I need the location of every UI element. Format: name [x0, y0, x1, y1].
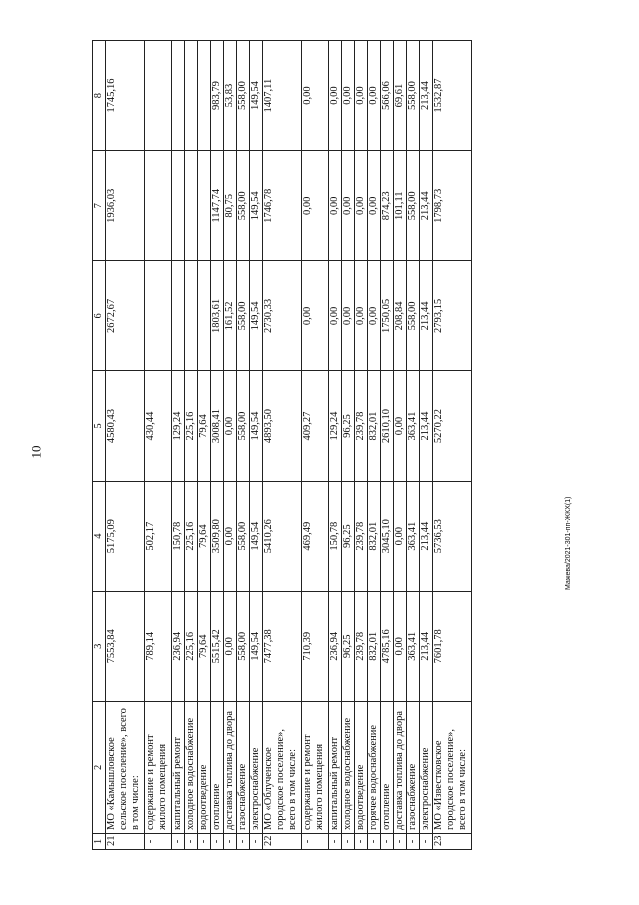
value-cell: 150,78	[172, 481, 185, 591]
table-row	[250, 41, 263, 850]
value-cell: 558,00	[237, 261, 250, 371]
value-cell: 129,24	[329, 371, 342, 481]
header-cell: 7	[93, 151, 106, 261]
value-cell: 79,64	[198, 591, 211, 701]
value-cell: 0,00	[302, 41, 329, 151]
row-label-cell: содержание и ремонт жилого помещения	[302, 701, 329, 833]
value-cell: 469,49	[302, 481, 329, 591]
row-number-cell: -	[381, 833, 394, 849]
value-cell: 1745,16	[106, 41, 145, 151]
row-label-cell: газоснабжение	[237, 701, 250, 833]
value-cell: 213,44	[420, 261, 433, 371]
value-cell: 874,23	[381, 151, 394, 261]
row-label-cell: доставка топлива до двора	[224, 701, 237, 833]
value-cell: 0,00	[329, 41, 342, 151]
value-cell: 1407,11	[263, 41, 302, 151]
value-cell: 1803,61	[211, 261, 224, 371]
value-cell: 213,44	[420, 481, 433, 591]
value-cell: 1798,73	[433, 151, 472, 261]
table-row	[381, 41, 394, 850]
value-cell: 225,16	[185, 591, 198, 701]
value-cell: 558,00	[237, 41, 250, 151]
table-row	[420, 41, 433, 850]
value-cell: 1750,05	[381, 261, 394, 371]
value-cell	[198, 41, 211, 151]
row-number-cell: -	[198, 833, 211, 849]
row-number-cell: -	[368, 833, 381, 849]
value-cell	[172, 261, 185, 371]
value-cell: 5270,22	[433, 371, 472, 481]
value-cell: 79,64	[198, 481, 211, 591]
value-cell: 502,17	[145, 481, 172, 591]
header-cell: 8	[93, 41, 106, 151]
value-cell: 2730,33	[263, 261, 302, 371]
value-cell: 0,00	[329, 151, 342, 261]
value-cell: 150,78	[329, 481, 342, 591]
value-cell: 2793,15	[433, 261, 472, 371]
value-cell: 236,94	[172, 591, 185, 701]
value-cell: 236,94	[329, 591, 342, 701]
row-label-cell: содержание и ремонт жилого помещения	[145, 701, 172, 833]
row-label-cell: газоснабжение	[407, 701, 420, 833]
row-number-cell: -	[237, 833, 250, 849]
value-cell: 0,00	[355, 41, 368, 151]
rotated-table-wrapper	[92, 40, 572, 850]
value-cell: 1147,74	[211, 151, 224, 261]
value-cell: 832,01	[368, 371, 381, 481]
value-cell: 558,00	[237, 591, 250, 701]
value-cell: 239,78	[355, 371, 368, 481]
value-cell: 7553,84	[106, 591, 145, 701]
row-number-cell: -	[145, 833, 172, 849]
value-cell	[185, 41, 198, 151]
value-cell: 0,00	[355, 261, 368, 371]
row-number-cell: -	[394, 833, 407, 849]
value-cell: 4580,43	[106, 371, 145, 481]
value-cell: 101,11	[394, 151, 407, 261]
value-cell: 0,00	[302, 261, 329, 371]
row-label-cell: капитальный ремонт	[172, 701, 185, 833]
value-cell	[185, 261, 198, 371]
value-cell: 79,64	[198, 371, 211, 481]
value-cell: 0,00	[394, 481, 407, 591]
value-cell	[145, 151, 172, 261]
value-cell: 80,75	[224, 151, 237, 261]
row-number-cell: -	[224, 833, 237, 849]
value-cell: 7477,38	[263, 591, 302, 701]
value-cell: 3008,41	[211, 371, 224, 481]
row-label-cell: водоотведение	[355, 701, 368, 833]
value-cell: 149,54	[250, 481, 263, 591]
table-row	[342, 41, 355, 850]
value-cell: 0,00	[342, 151, 355, 261]
value-cell: 430,44	[145, 371, 172, 481]
value-cell: 789,14	[145, 591, 172, 701]
value-cell: 4785,16	[381, 591, 394, 701]
value-cell	[172, 41, 185, 151]
header-cell: 5	[93, 371, 106, 481]
value-cell: 149,54	[250, 371, 263, 481]
value-cell: 7601,78	[433, 591, 472, 701]
value-cell	[145, 261, 172, 371]
row-label-cell: электроснабжение	[250, 701, 263, 833]
header-cell: 1	[93, 833, 106, 849]
value-cell: 558,00	[407, 261, 420, 371]
value-cell: 239,78	[355, 591, 368, 701]
value-cell: 69,61	[394, 41, 407, 151]
row-label-cell: МО «Облученское городское поселение», всего в том числе:	[263, 701, 302, 833]
value-cell: 0,00	[342, 41, 355, 151]
value-cell: 0,00	[394, 371, 407, 481]
table-row	[329, 41, 342, 850]
row-label-cell: отопление	[211, 701, 224, 833]
value-cell: 5410,26	[263, 481, 302, 591]
value-cell: 0,00	[355, 151, 368, 261]
value-cell: 2672,67	[106, 261, 145, 371]
row-label-cell: МО «Известковское городское поселение», всего в том числе:	[433, 701, 472, 833]
row-number-cell: -	[172, 833, 185, 849]
row-number-cell: -	[342, 833, 355, 849]
table-row	[263, 41, 302, 850]
value-cell: 5175,09	[106, 481, 145, 591]
value-cell: 149,54	[250, 151, 263, 261]
table-row	[211, 41, 224, 850]
row-number-cell: -	[211, 833, 224, 849]
value-cell: 0,00	[368, 261, 381, 371]
table-row	[237, 41, 250, 850]
row-number-cell: 21	[106, 833, 145, 849]
row-label-cell: горячее водоснабжение	[368, 701, 381, 833]
table-row	[407, 41, 420, 850]
value-cell: 832,01	[368, 591, 381, 701]
value-cell: 0,00	[368, 151, 381, 261]
value-cell: 409,27	[302, 371, 329, 481]
row-label-cell: МО «Камышловское сельское поселение», всего в том числе:	[106, 701, 145, 833]
value-cell: 208,84	[394, 261, 407, 371]
value-cell: 213,44	[420, 371, 433, 481]
row-number-cell: -	[420, 833, 433, 849]
value-cell: 0,00	[368, 41, 381, 151]
table-row	[302, 41, 329, 850]
value-cell	[145, 41, 172, 151]
table-row	[224, 41, 237, 850]
value-cell: 161,52	[224, 261, 237, 371]
row-label-cell: капитальный ремонт	[329, 701, 342, 833]
value-cell: 0,00	[302, 151, 329, 261]
row-number-cell: -	[355, 833, 368, 849]
value-cell: 213,44	[420, 41, 433, 151]
row-number-cell: -	[302, 833, 329, 849]
value-cell: 558,00	[237, 371, 250, 481]
value-cell: 363,41	[407, 481, 420, 591]
value-cell: 983,79	[211, 41, 224, 151]
table-row	[355, 41, 368, 850]
row-label-cell: холодное водоснабжение	[342, 701, 355, 833]
row-number-cell: -	[407, 833, 420, 849]
value-cell: 1936,03	[106, 151, 145, 261]
value-cell: 239,78	[355, 481, 368, 591]
value-cell: 0,00	[329, 261, 342, 371]
value-cell: 558,00	[237, 481, 250, 591]
table-row	[106, 41, 145, 850]
value-cell: 558,00	[407, 151, 420, 261]
row-number-cell: -	[250, 833, 263, 849]
value-cell: 225,16	[185, 481, 198, 591]
row-label-cell: отопление	[381, 701, 394, 833]
row-number-cell: -	[185, 833, 198, 849]
row-label-cell: электроснабжение	[420, 701, 433, 833]
value-cell: 149,54	[250, 41, 263, 151]
document-footer-code: Мажева/2021-301-пп-ЖКХ(1)	[565, 496, 572, 590]
row-number-cell: -	[329, 833, 342, 849]
value-cell: 149,54	[250, 591, 263, 701]
table-row	[198, 41, 211, 850]
table-row	[145, 41, 172, 850]
value-cell: 710,39	[302, 591, 329, 701]
value-cell	[198, 151, 211, 261]
value-cell: 0,00	[224, 591, 237, 701]
header-cell: 2	[93, 701, 106, 833]
value-cell: 832,01	[368, 481, 381, 591]
table-row	[394, 41, 407, 850]
row-number-cell: 23	[433, 833, 472, 849]
row-label-cell: доставка топлива до двора	[394, 701, 407, 833]
value-cell: 1746,78	[263, 151, 302, 261]
value-cell: 149,54	[250, 261, 263, 371]
value-cell: 213,44	[420, 151, 433, 261]
row-number-cell: 22	[263, 833, 302, 849]
header-cell: 3	[93, 591, 106, 701]
header-cell: 4	[93, 481, 106, 591]
value-cell: 0,00	[224, 481, 237, 591]
table-row	[172, 41, 185, 850]
value-cell: 225,16	[185, 371, 198, 481]
value-cell: 2610,10	[381, 371, 394, 481]
value-cell: 0,00	[394, 591, 407, 701]
row-label-cell: водоотведение	[198, 701, 211, 833]
value-cell: 53,83	[224, 41, 237, 151]
value-cell: 3045,10	[381, 481, 394, 591]
value-cell: 566,06	[381, 41, 394, 151]
table-row	[368, 41, 381, 850]
value-cell: 4893,50	[263, 371, 302, 481]
value-cell	[185, 151, 198, 261]
value-cell: 0,00	[342, 261, 355, 371]
tariff-table	[92, 40, 472, 850]
value-cell: 363,41	[407, 371, 420, 481]
value-cell: 129,24	[172, 371, 185, 481]
header-row	[93, 41, 106, 850]
row-label-cell: холодное водоснабжение	[185, 701, 198, 833]
value-cell: 363,41	[407, 591, 420, 701]
value-cell: 0,00	[224, 371, 237, 481]
value-cell: 558,00	[407, 41, 420, 151]
value-cell: 3509,80	[211, 481, 224, 591]
value-cell: 96,25	[342, 591, 355, 701]
header-cell: 6	[93, 261, 106, 371]
value-cell: 5736,53	[433, 481, 472, 591]
value-cell: 213,44	[420, 591, 433, 701]
table-row	[185, 41, 198, 850]
value-cell: 1532,87	[433, 41, 472, 151]
value-cell	[172, 151, 185, 261]
table-row	[433, 41, 472, 850]
value-cell: 96,25	[342, 371, 355, 481]
page-number: 10	[28, 445, 44, 459]
value-cell: 558,00	[237, 151, 250, 261]
value-cell	[198, 261, 211, 371]
value-cell: 5515,42	[211, 591, 224, 701]
value-cell: 96,25	[342, 481, 355, 591]
